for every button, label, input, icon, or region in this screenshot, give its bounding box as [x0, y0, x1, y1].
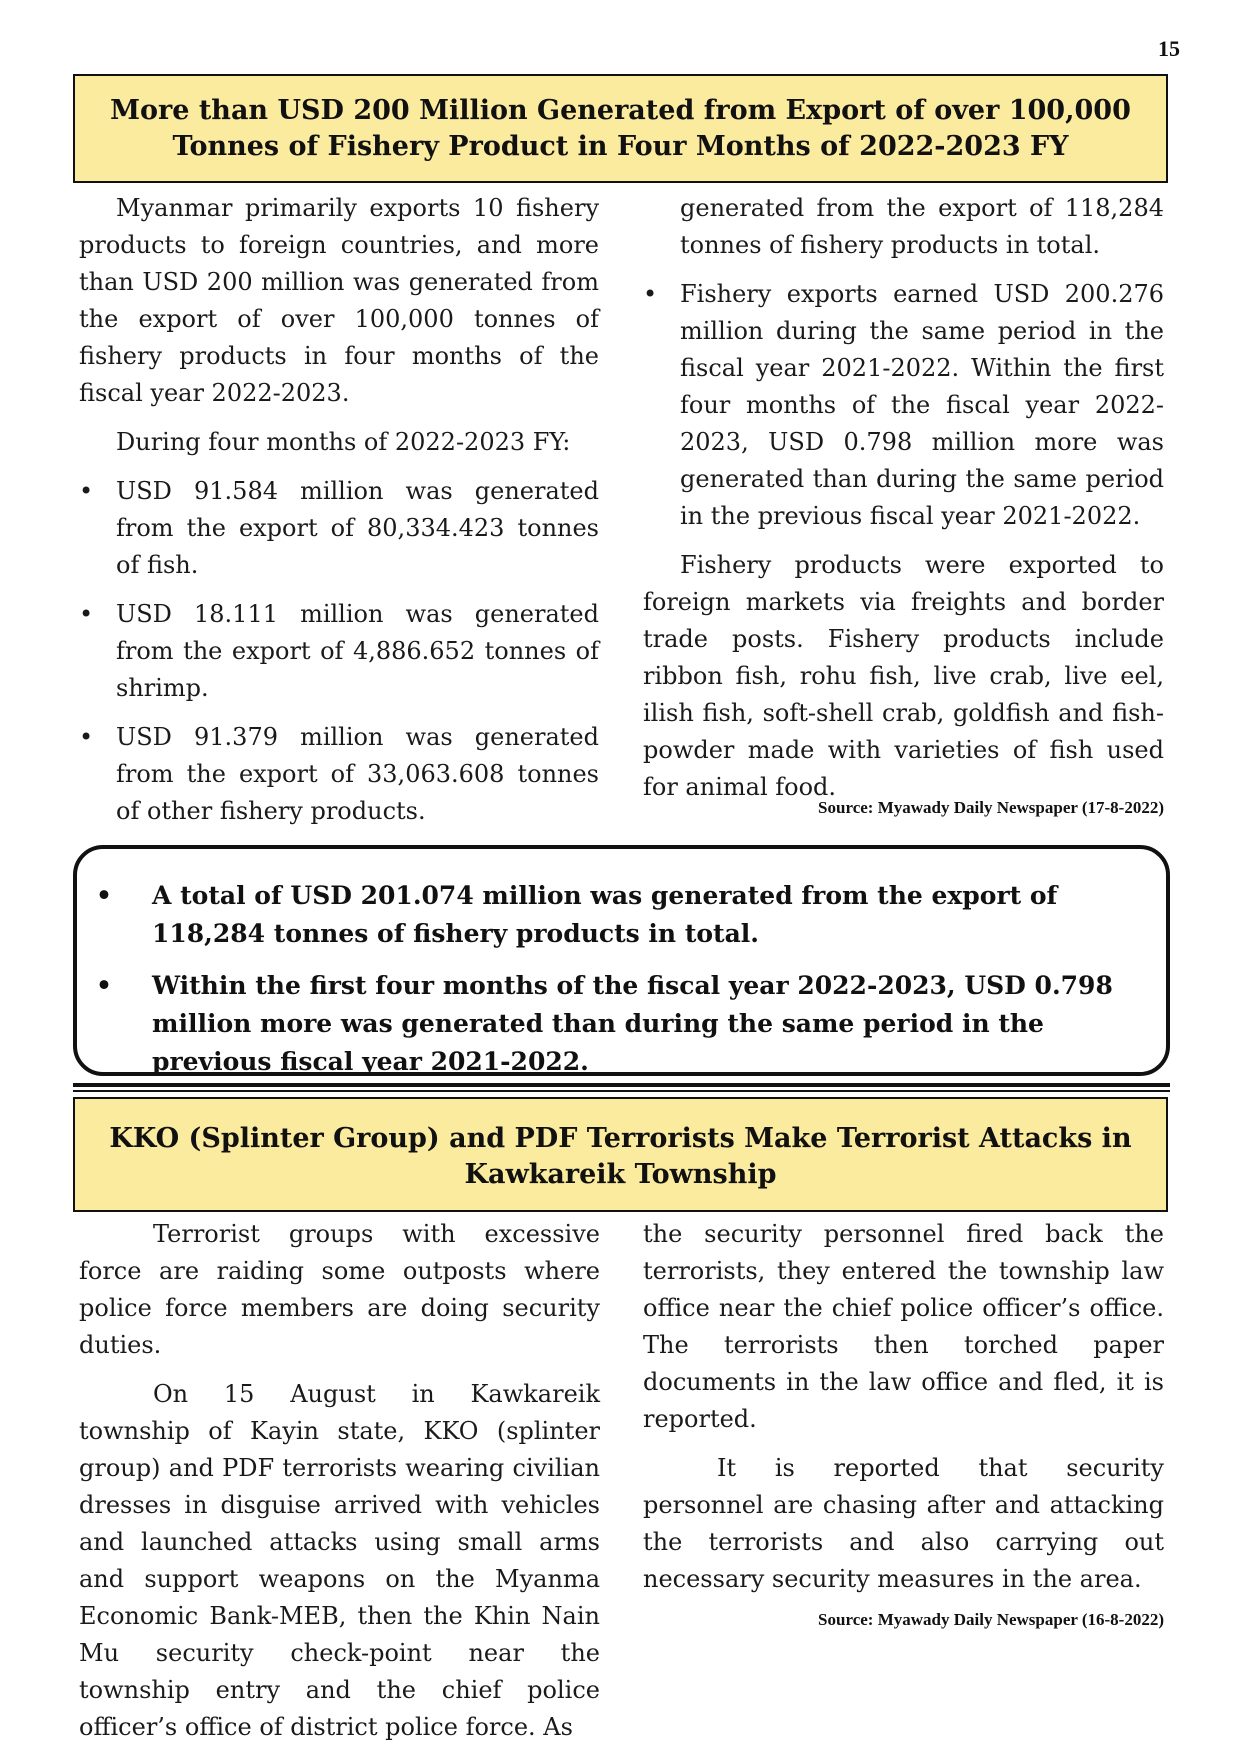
article1-right-column: [643, 190, 1164, 818]
article1-left-column: [79, 190, 599, 891]
article1-lead: During four months of 2022-2023 FY:: [116, 428, 571, 456]
article1-bullet-list: [79, 473, 599, 879]
article2-continuation: the security personnel fired back the terrorists, they entered the township law office near the chief police officer’s office. The terrorists then torched paper documents in the law office and fled, it is reported.: [643, 1220, 1164, 1433]
article1-intro: Myanmar primarily exports 10 fishery products to foreign countries, and more than USD 200 million was generated from the export of over 100,000 tonnes of fishery products in four months of the fiscal year 2022-2023.: [79, 194, 599, 407]
list-item: • USD 91.379 million was generated from the export of 33,063.608 tonnes of other fishery products.: [79, 719, 599, 830]
article2-source: Source: Myawady Daily Newspaper (16-8-2022): [818, 1610, 1164, 1629]
list-item: • USD 18.111 million was generated from the export of 4,886.652 tonnes of shrimp.: [79, 596, 599, 707]
article2-right-column: [643, 1216, 1164, 1610]
article1-headline: More than USD 200 Million Generated from Export of over 100,000 Tonnes of Fishery Product in Four Months of 2022-2023 FY: [73, 74, 1168, 183]
page-number: 15: [1158, 36, 1180, 61]
section-divider: [73, 1083, 1170, 1087]
article1-bullet-continuation: generated from the export of 118,284 tonnes of fishery products in total.: [680, 194, 1164, 259]
section-divider: [73, 1090, 1170, 1092]
list-item: • Fishery exports earned USD 200.276 million during the same period in the fiscal year 2021-2022. Within the first four months of the fiscal year 2022-2023, USD 0.798 million more was generated than during the same period in the previous fiscal year 2021-2022.: [643, 276, 1164, 535]
summary-bullet-list: [132, 877, 1146, 1081]
article2-headline: KKO (Splinter Group) and PDF Terrorists Make Terrorist Attacks in Kawkareik Township: [73, 1097, 1168, 1212]
article2-paragraph: Terrorist groups with excessive force are raiding some outposts where police force members are doing security duties.: [79, 1220, 600, 1359]
article2-left-column: [79, 1216, 600, 1758]
article1-right-bullet-list: [643, 276, 1164, 535]
article1-paragraph: Fishery products were exported to foreign markets via freights and border trade posts. Fishery products include ribbon fish, rohu fish, live crab, live eel, ilish fish, soft-shell crab, goldfish and fish-powder made with varieties of fish used for animal food.: [643, 551, 1164, 801]
summary-item: • A total of USD 201.074 million was generated from the export of 118,284 tonnes of fishery products in total.: [132, 877, 1146, 953]
article2-paragraph: It is reported that security personnel are chasing after and attacking the terrorists and also carrying out necessary security measures in the area.: [643, 1454, 1164, 1593]
article1-source: Source: Myawady Daily Newspaper (17-8-2022): [818, 798, 1164, 817]
summary-box: [73, 845, 1170, 1076]
list-item: • USD 91.584 million was generated from the export of 80,334.423 tonnes of fish.: [79, 473, 599, 584]
summary-item: • Within the first four months of the fiscal year 2022-2023, USD 0.798 million more was generated than during the same period in the previous fiscal year 2021-2022.: [132, 967, 1146, 1081]
article2-paragraph: On 15 August in Kawkareik township of Kayin state, KKO (splinter group) and PDF terrorists wearing civilian dresses in disguise arrived with vehicles and launched attacks using small arms and support weapons on the Myanma Economic Bank-MEB, then the Khin Nain Mu security check-point near the township entry and the chief police officer’s office of district police force. As: [79, 1380, 600, 1741]
